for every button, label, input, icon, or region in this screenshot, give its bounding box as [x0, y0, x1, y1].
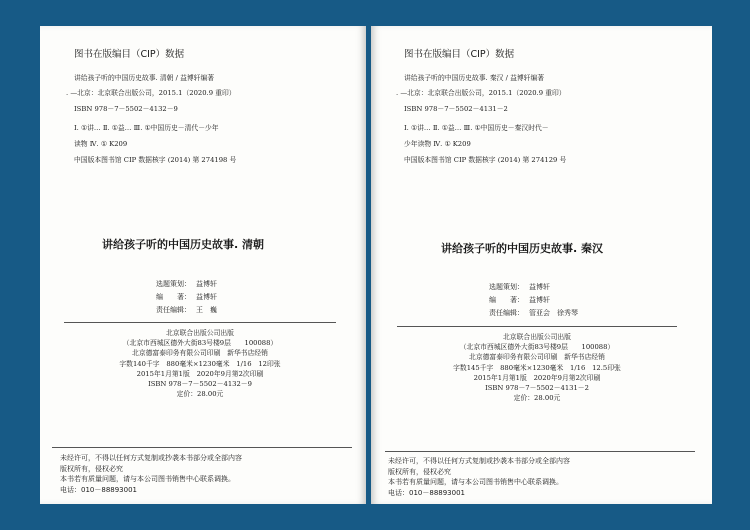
publisher-line: 北京联合出版公司出版 [503, 333, 571, 341]
publisher-line: （北京市西城区德外大街83号楼9层 100088） [459, 343, 615, 352]
publisher-line: 字数140千字 880毫米×1230毫米 1/16 12印张 [119, 359, 281, 368]
credit-label: 选题策划： [156, 280, 191, 288]
cip-line: Ⅰ. ①讲… Ⅱ. ①益… Ⅲ. ①中国历史－清代－少年 [74, 124, 219, 132]
cip-line: 读物 Ⅳ. ① K209 [74, 140, 128, 148]
cip-line: 讲给孩子听的中国历史故事. 清朝 / 益博轩编著 [74, 74, 215, 82]
credit-label: 责任编辑： [489, 309, 524, 317]
book-title: 讲给孩子听的中国历史故事. 清朝 [102, 238, 265, 251]
divider-line [397, 326, 677, 327]
notice-line: 版权所有，侵权必究 [388, 467, 451, 476]
left-page [40, 26, 366, 504]
credit-value: 管亚会 徐秀琴 [529, 309, 578, 317]
publisher-line: 北京德富泰印务有限公司印刷 新华书店经销 [132, 349, 268, 358]
credit-label: 编 著： [489, 296, 524, 304]
cip-catalog-number: 中国版本图书馆 CIP 数据核字 (2014) 第 274198 号 [74, 156, 237, 164]
publisher-block [395, 332, 679, 403]
cip-line: 讲给孩子听的中国历史故事. 秦汉 / 益博轩编著 [404, 74, 545, 82]
phone-line: 电话：010－88893001 [388, 488, 465, 497]
publisher-block [60, 328, 340, 399]
credit-value: 益博轩 [196, 280, 217, 288]
credit-author [489, 295, 550, 305]
cip-heading: 图书在版编目（CIP）数据 [404, 49, 515, 60]
copyright-notice [388, 456, 570, 498]
credit-label: 责任编辑： [156, 306, 191, 314]
credit-editor [489, 308, 578, 318]
divider-line [64, 322, 336, 323]
cip-line: ISBN 978－7－5502－4131－2 [404, 105, 508, 113]
price: 定价：28.00元 [176, 390, 224, 399]
credit-value: 益博轩 [196, 293, 217, 301]
copyright-notice [60, 453, 242, 495]
publisher-line: 北京联合出版公司出版 [166, 329, 234, 337]
notice-line: 未经许可，不得以任何方式复制或抄袭本书部分或全部内容 [60, 454, 242, 462]
phone-line: 电话：010－88893001 [60, 485, 137, 494]
credit-value: 益博轩 [529, 283, 550, 291]
credit-editor [156, 305, 217, 315]
cip-heading: 图书在版编目（CIP）数据 [74, 49, 185, 60]
publisher-line: 北京德富泰印务有限公司印刷 新华书店经销 [469, 353, 605, 362]
publisher-line: 2015年1月第1版 2020年9月第2次印刷 [136, 369, 264, 378]
divider-line [52, 447, 352, 448]
publisher-line: 字数145千字 880毫米×1230毫米 1/16 12.5印张 [453, 363, 621, 372]
credit-label: 编 著： [156, 293, 191, 301]
publisher-line: ISBN 978－7－5502－4132－9 [148, 379, 252, 388]
credit-author [156, 292, 217, 302]
divider-line [385, 451, 695, 452]
price: 定价：28.00元 [513, 394, 561, 403]
credit-planner [489, 282, 550, 292]
cip-catalog-number: 中国版本图书馆 CIP 数据核字 (2014) 第 274129 号 [404, 156, 567, 164]
notice-line: 本书若有质量问题，请与本公司图书销售中心联系调换。 [388, 478, 563, 486]
cip-line: . —北京：北京联合出版公司，2015.1（2020.9 重印） [66, 89, 236, 97]
notice-line: 版权所有，侵权必究 [60, 464, 123, 473]
publisher-line: 2015年1月第1版 2020年9月第2次印刷 [473, 373, 601, 382]
credit-value: 王 巍 [196, 306, 217, 314]
credit-value: 益博轩 [529, 296, 550, 304]
publisher-line: （北京市西城区德外大街83号楼9层 100088） [122, 339, 278, 348]
right-page [371, 26, 712, 504]
cip-line: Ⅰ. ①讲… Ⅱ. ①益… Ⅲ. ①中国历史－秦汉时代－ [404, 124, 549, 132]
notice-line: 未经许可，不得以任何方式复制或抄袭本书部分或全部内容 [388, 457, 570, 465]
cip-line: ISBN 978－7－5502－4132－9 [74, 105, 178, 113]
notice-line: 本书若有质量问题，请与本公司图书销售中心联系调换。 [60, 475, 235, 483]
book-title: 讲给孩子听的中国历史故事. 秦汉 [441, 242, 604, 255]
credit-planner [156, 279, 217, 289]
publisher-line: ISBN 978－7－5502－4131－2 [485, 383, 589, 392]
cip-line: 少年读物 Ⅳ. ① K209 [404, 140, 471, 148]
cip-line: . —北京：北京联合出版公司，2015.1（2020.9 重印） [396, 89, 566, 97]
credit-label: 选题策划： [489, 283, 524, 291]
